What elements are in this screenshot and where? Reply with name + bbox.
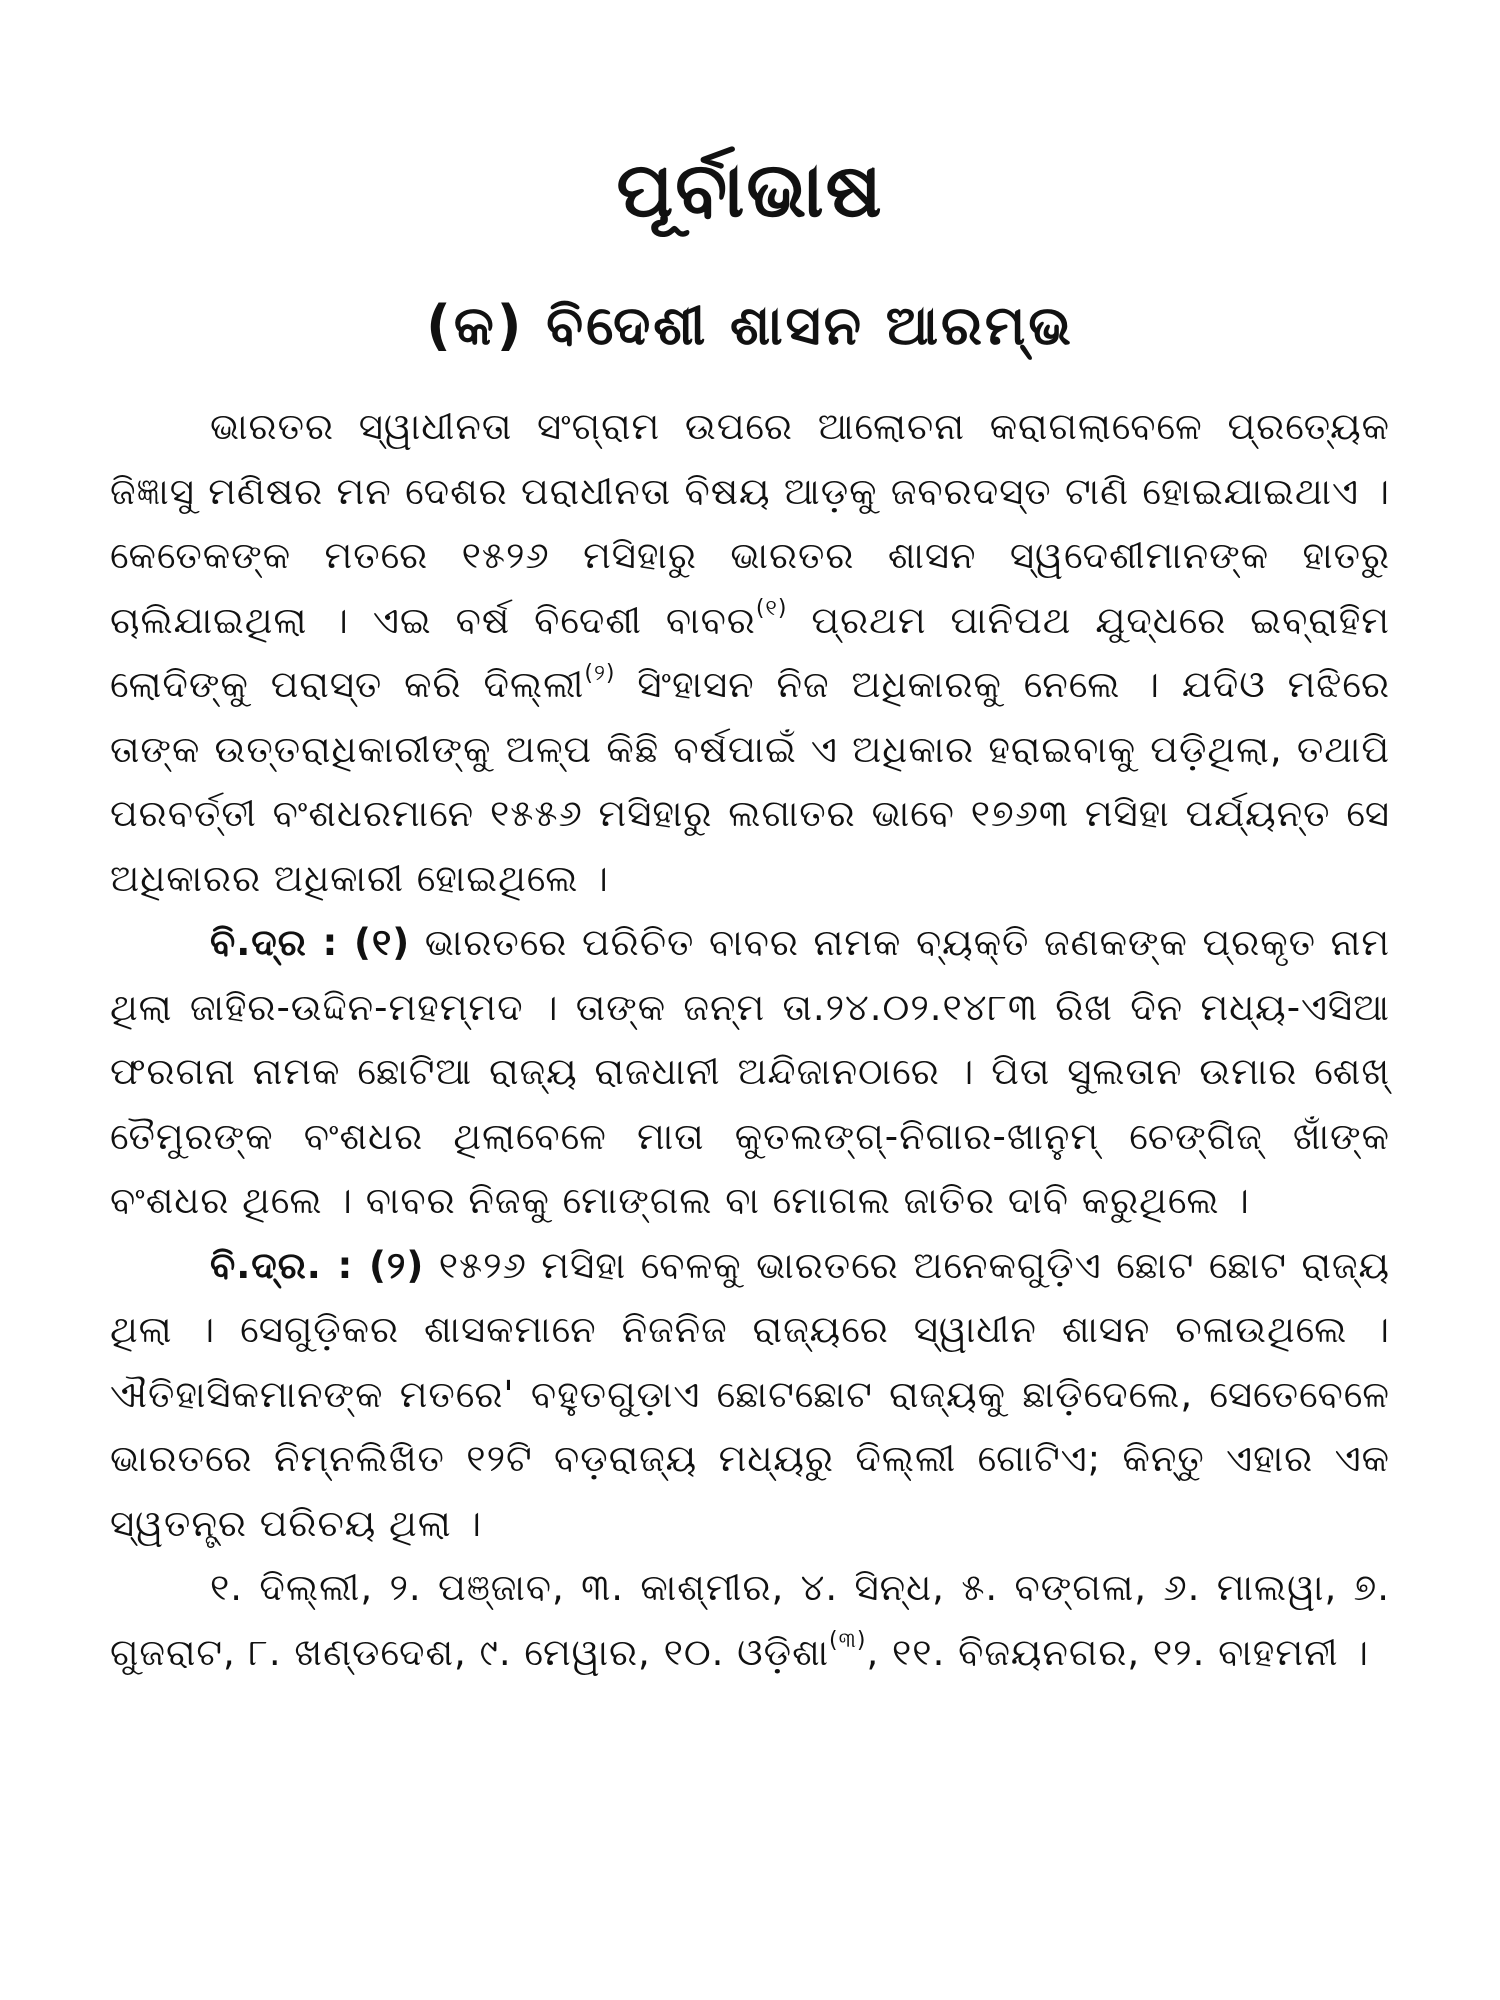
note-1-text: ଭାରତରେ ପରିଚିତ ବାବର ନାମକ ବ୍ୟକ୍ତି ଜଣକଙ୍କ ପ୍ରକୃତ ନାମ ଥିଲା ଜାହିର-ଉଦ୍ଦିନ-ମହମ୍ମଦ । ତାଙ୍କ ଜନ୍ମ ତା.୨୪.୦୨.୧୪୮୩ ରିଖ ଦିନ ମଧ୍ୟ-ଏସିଆ ଫରଗନା ନାମକ ଛୋଟିଆ ରାଜ୍ୟ ରାଜଧାନୀ ଅନ୍ଦିଜାନଠାରେ । ପିତା ସୁଲତାନ ଉମାର ଶେଖ୍ ତୈମୁରଙ୍କ ବଂଶଧର ଥିଲାବେଳେ ମାତା କୁତଲଙ୍ଗ୍-ନିଗାର-ଖାନୁମ୍ ଚେଙ୍ଗିଜ୍ ଖାଁଙ୍କ ବଂଶଧର ଥିଲେ । ବାବର ନିଜକୁ ମୋଙ୍ଗଲ ବା ମୋଗଲ ଜାତିର ଦାବି କରୁଥିଲେ । (110, 921, 1391, 1222)
note-1-label: ବି.ଦ୍ର : (୧) (210, 921, 411, 964)
note-2-text: ୧୫୨୬ ମସିହା ବେଳକୁ ଭାରତରେ ଅନେକଗୁଡ଼ିଏ ଛୋଟ ଛୋଟ ରାଜ୍ୟ ଥିଲା । ସେଗୁଡ଼ିକର ଶାସକମାନେ ନିଜନିଜ ରାଜ୍ୟରେ ସ୍ୱାଧୀନ ଶାସନ ଚଳାଉଥିଲେ । ଐତିହାସିକମାନଙ୍କ ମତରେ' ବହୁତଗୁଡ଼ାଏ ଛୋଟଛୋଟ ରାଜ୍ୟକୁ ଛାଡ଼ିଦେଲେ, ସେତେବେଳେ ଭାରତରେ ନିମ୍ନଲିଖିତ ୧୨ଟି ବଡ଼ରାଜ୍ୟ ମଧ୍ୟରୁ ଦିଲ୍ଲୀ ଗୋଟିଏ; କିନ୍ତୁ ଏହାର ଏକ ସ୍ୱତନ୍ତ୍ର ପରିଚୟ ଥିଲା । (110, 1243, 1390, 1545)
intro-text-1: ଭାରତର ସ୍ୱାଧୀନତା ସଂଗ୍ରାମ ଉପରେ ଆଲୋଚନା କରାଗଲାବେଳେ ପ୍ରତ୍ୟେକ ଜିଜ୍ଞାସୁ ମଣିଷର ମନ ଦେଶର ପରାଧୀନତା ବିଷୟ ଆଡ଼କୁ ଜବରଦସ୍ତ ଟାଣି ହୋଇଯାଇଥାଏ । କେତେକଙ୍କ ମତରେ ୧୫୨୬ ମସିହାରୁ ଭାରତର ଶାସନ ସ୍ୱଦେଶୀମାନଙ୍କ ହାତରୁ ଚାଲିଯାଇଥିଲା । ଏଇ ବର୍ଷ ବିଦେଶୀ ବାବର (110, 405, 1390, 642)
kingdom-list (110, 1556, 1390, 1685)
kingdom-list-text-1: ୧. ଦିଲ୍ଲୀ, ୨. ପଞ୍ଜାବ, ୩. କାଶ୍ମୀର, ୪. ସିନ୍ଧ, ୫. ବଙ୍ଗଳା, ୬. ମାଲୱା, ୭. ଗୁଜରାଟ, ୮. ଖଣ୍ଡଦେଶ, ୯. ମେୱାର, ୧୦. ଓଡ଼ିଶା (110, 1566, 1390, 1674)
intro-text-3: ସିଂହାସନ ନିଜ ଅଧିକାରକୁ ନେଲେ । ଯଦିଓ ମଝିରେ ତାଙ୍କ ଉତ୍ତରାଧିକାରୀଙ୍କୁ ଅଳ୍ପ କିଛି ବର୍ଷପାଇଁ ଏ ଅଧିକାର ହରାଇବାକୁ ପଡ଼ିଥିଲା, ତଥାପି ପରବର୍ତ୍ତୀ ବଂଶଧରମାନେ ୧୫୫୬ ମସିହାରୁ ଲଗାତର ଭାବେ ୧୭୬୩ ମସିହା ପର୍ଯ୍ୟନ୍ତ ସେ ଅଧିକାରର ଅଧିକାରୀ ହୋଇଥିଲେ । (110, 663, 1390, 900)
page-body (110, 395, 1390, 1685)
note-2-paragraph (110, 1234, 1390, 1557)
footnote-marker-2: (୨) (584, 660, 616, 686)
kingdom-list-text-2: , ୧୧. ବିଜୟନଗର, ୧୨. ବାହମନୀ । (866, 1630, 1370, 1674)
section-heading: (କ) ବିଦେଶୀ ଶାସନ ଆରମ୍ଭ (426, 294, 1074, 357)
note-2-label: ବି.ଦ୍ର. : (୨) (210, 1243, 425, 1287)
intro-text-2: ପ୍ରଥମ ପାନିପଥ ଯୁଦ୍ଧରେ ଇବ୍ରାହିମ ଲୋଦିଙ୍କୁ ପରାସ୍ତ କରି ଦିଲ୍ଲୀ (110, 598, 1390, 706)
page-title: ପୂର୍ବାଭାଷ (616, 145, 884, 234)
footnote-marker-1: (୧) (755, 596, 788, 622)
note-1-paragraph (110, 911, 1390, 1234)
footnote-marker-3: (୩) (829, 1628, 867, 1654)
intro-paragraph (110, 395, 1390, 911)
